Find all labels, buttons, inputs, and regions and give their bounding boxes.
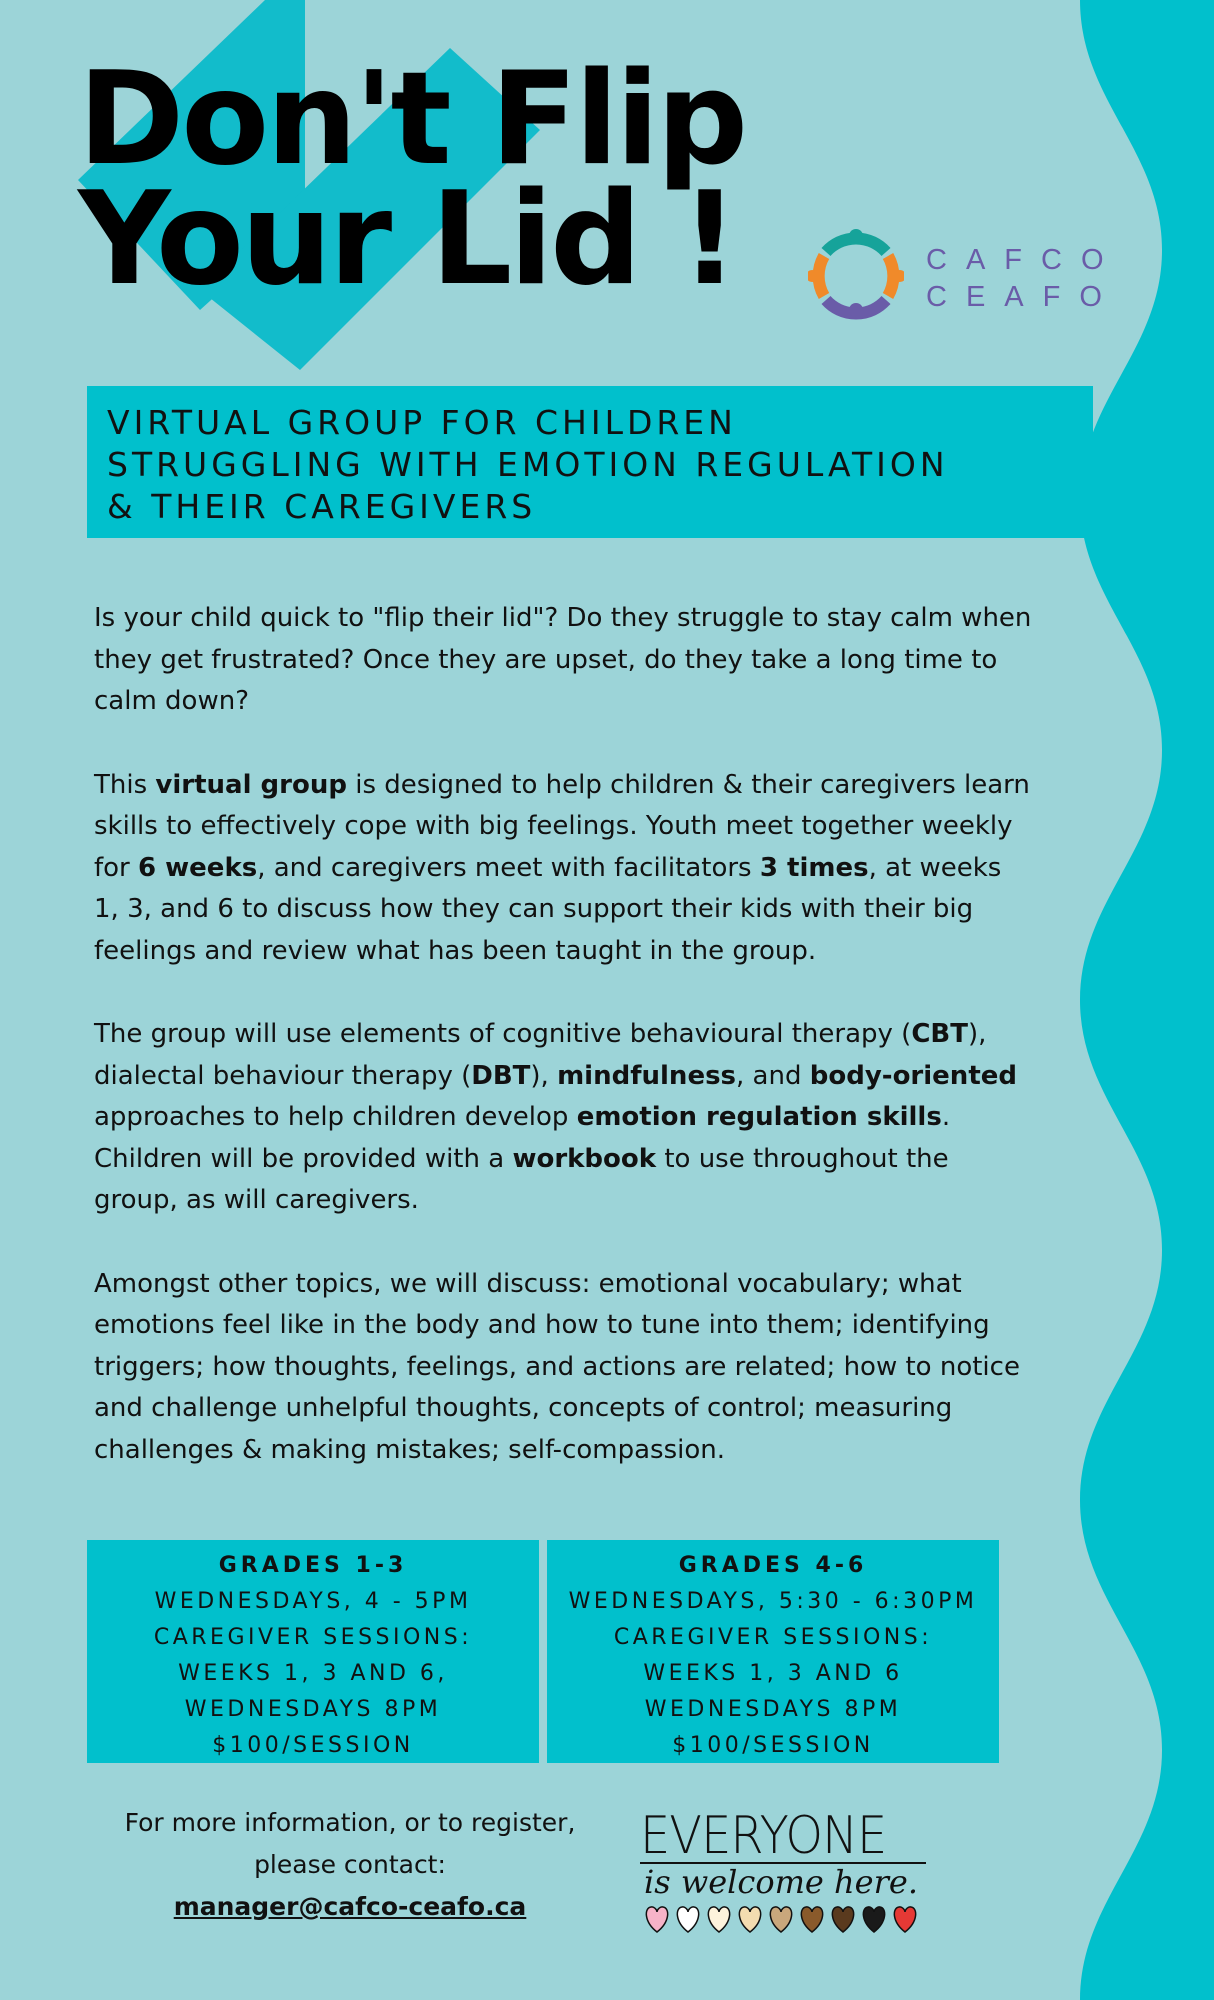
grades-4-6-box [547,1540,999,1763]
contact-line-2: please contact: [254,1850,446,1879]
people-circle-icon [808,228,904,324]
subtitle-banner [87,386,1093,538]
contact-line-1: For more information, or to register, [124,1808,576,1837]
title-line-1: Don't Flip [78,45,746,194]
title-line-2: Your Lid ! [78,165,736,314]
body-text [94,598,1034,1513]
heart-icon [739,1907,760,1932]
contact-info [100,1802,600,1928]
welcome-line-1: EVERYONE [640,1806,887,1866]
everyone-welcome-badge [640,1806,930,1946]
heart-icon [801,1907,822,1932]
grade-line: WEDNESDAYS, 5:30 - 6:30PM [568,1589,978,1614]
heart-icon [708,1907,729,1932]
grade-line: $100/SESSION [212,1733,414,1758]
heart-icon [770,1907,791,1932]
welcome-line-2: is welcome here. [640,1862,926,1900]
grade-line: WEEKS 1, 3 AND 6, [178,1661,448,1686]
grade-line: $100/SESSION [672,1733,874,1758]
grade-line: WEDNESDAYS 8PM [644,1697,902,1722]
grade-line: WEDNESDAYS, 4 - 5PM [154,1589,472,1614]
heart-icon [894,1907,915,1932]
page-title [78,45,746,314]
grade-line: WEDNESDAYS 8PM [184,1697,442,1722]
subtitle: VIRTUAL GROUP FOR CHILDREN STRUGGLING WITH EMOTION REGULATION & THEIR CAREGIVERS [107,403,949,526]
logo-text [926,242,1123,316]
paragraph-approach: The group will use elements of cognitive behavioural therapy (CBT), dialectal behaviour therapy (DBT), mindfulness, and body-oriented approaches to help children develop emotion regulation skills. Children will be provided with a workbook to use throughout the group, as will caregivers. [94,1019,1017,1215]
grade-line: CAREGIVER SESSIONS: [613,1625,933,1650]
contact-email-link[interactable]: manager@cafco-ceafo.ca [173,1892,527,1921]
cafco-logo [808,228,1148,324]
grade-line: CAREGIVER SESSIONS: [153,1625,473,1650]
heart-icon [863,1907,884,1932]
grade-title: GRADES 1-3 [218,1553,408,1578]
hearts-row [640,1902,930,1936]
logo-line-1: CAFCO [926,244,1123,276]
heart-icon [646,1907,667,1932]
grade-line: WEEKS 1, 3 AND 6 [643,1661,903,1686]
grades-1-3-box [87,1540,539,1763]
paragraph-topics: Amongst other topics, we will discuss: emotional vocabulary; what emotions feel like in the body and how to tune into them; identifying triggers; how thoughts, feelings, and actions are related; how to notice and challenge unhelpful thoughts, concepts of control; measuring challenges & making mistakes; self-compassion. [94,1268,1020,1465]
heart-icon [677,1907,698,1932]
paragraph-intro: Is your child quick to "flip their lid"? Do they struggle to stay calm when they get frustrated? Once they are upset, do they take a long time to calm down? [94,603,1032,716]
paragraph-about: This virtual group is designed to help children & their caregivers learn skills to effectively cope with big feelings. Youth meet together weekly for 6 weeks, and caregivers meet with facilitators 3 times, at weeks 1, 3, and 6 to discuss how they can support their kids with their big feelings and review what has been taught in the group. [94,769,1030,966]
logo-line-2: CEAFO [926,281,1121,313]
heart-icon [832,1907,853,1932]
grade-title: GRADES 4-6 [678,1553,868,1578]
